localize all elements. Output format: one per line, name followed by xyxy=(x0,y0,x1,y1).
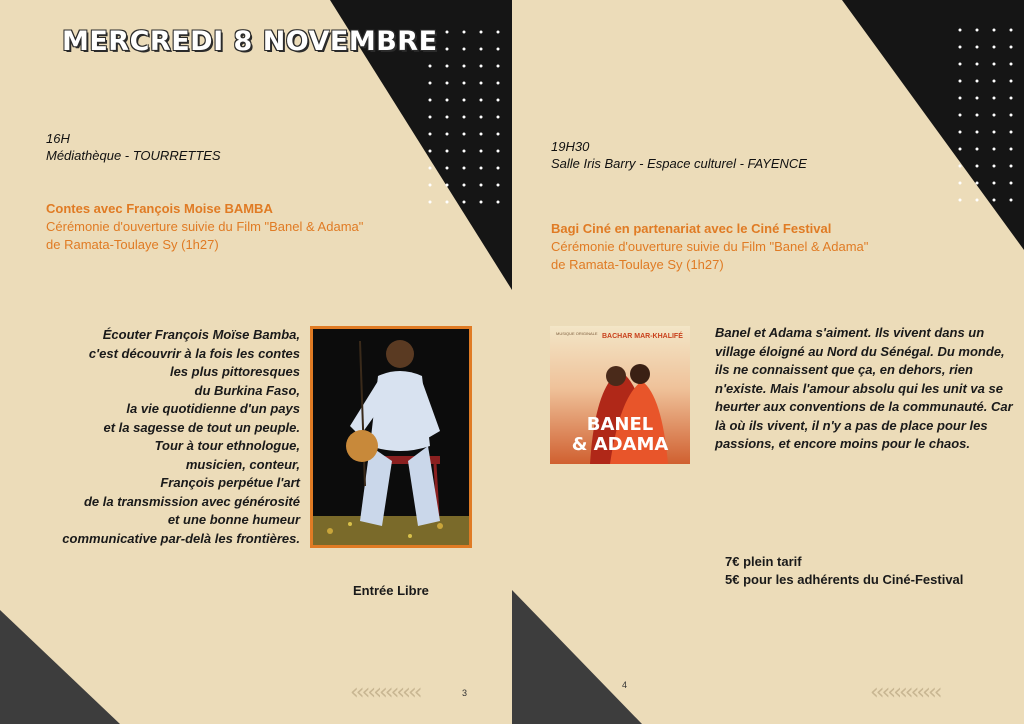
right-page xyxy=(512,0,1024,724)
decor-dot xyxy=(993,182,996,185)
decor-dot xyxy=(446,65,449,68)
decor-dot xyxy=(463,31,466,34)
decor-dot xyxy=(976,114,979,117)
event-headline: Contes avec François Moise BAMBA xyxy=(46,201,273,216)
storyteller-description xyxy=(20,326,300,548)
dark-triangle-top xyxy=(842,0,1024,250)
chevron-arrows-icon: ‹‹‹‹‹‹‹‹‹‹‹‹ xyxy=(350,680,420,705)
decor-dot xyxy=(976,97,979,100)
decor-dot xyxy=(446,116,449,119)
decor-dot xyxy=(463,150,466,153)
decor-dot xyxy=(497,99,500,102)
entry-info: Entrée Libre xyxy=(353,583,429,598)
decor-dot xyxy=(463,167,466,170)
film-synopsis: Banel et Adama s'aiment. Ils vivent dans un village éloigné au Nord du Sénégal. Du monde, ils ne connaissent que ça, en dehors, rien n'existe. Mais l'amour absolu qui les unit va se heurter aux conventions de la communauté. Car là où ils vivent, il n'y a pas de place pour les passions, et encore moins pour le chaos. xyxy=(715,325,1013,451)
decor-dot xyxy=(429,201,432,204)
decor-dot xyxy=(463,82,466,85)
decor-dot xyxy=(959,29,962,32)
description-line: et une bonne humeur xyxy=(167,512,300,527)
date-title: MERCREDI 8 NOVEMBRE xyxy=(62,26,438,57)
description-line: de la transmission avec générosité xyxy=(83,493,300,509)
decor-dot xyxy=(976,80,979,83)
decor-dot xyxy=(993,46,996,49)
decor-dot xyxy=(480,99,483,102)
decor-dot xyxy=(480,116,483,119)
event-headline-block xyxy=(551,220,868,274)
decor-dot xyxy=(446,184,449,187)
price-full: 7€ plein tarif xyxy=(725,554,802,569)
decor-dot xyxy=(463,65,466,68)
decor-dot xyxy=(446,133,449,136)
event-director: de Ramata-Toulaye Sy (1h27) xyxy=(551,257,724,272)
decor-dot xyxy=(959,165,962,168)
description-line: Écouter François Moïse Bamba, xyxy=(102,327,300,342)
decor-dot xyxy=(1010,46,1013,49)
decor-dot xyxy=(480,133,483,136)
decor-dot xyxy=(959,148,962,151)
decor-dot xyxy=(993,131,996,134)
event-time-venue xyxy=(551,138,807,172)
decor-dot xyxy=(497,150,500,153)
decor-dot xyxy=(959,80,962,83)
decor-dot xyxy=(497,65,500,68)
film-poster xyxy=(550,326,690,464)
decor-dot xyxy=(446,201,449,204)
decor-dot xyxy=(976,148,979,151)
decor-dot xyxy=(480,31,483,34)
event-time: 19H30 xyxy=(551,139,590,154)
decor-dot xyxy=(993,114,996,117)
decor-dot xyxy=(429,65,432,68)
decor-dot xyxy=(1010,97,1013,100)
description-line: Tour à tour ethnologue, xyxy=(154,438,300,453)
decor-dot xyxy=(1010,182,1013,185)
page-number: 3 xyxy=(462,688,468,698)
page-number: 4 xyxy=(622,680,628,690)
decor-dot xyxy=(497,116,500,119)
decor-dot xyxy=(497,82,500,85)
decor-dot xyxy=(446,150,449,153)
decor-dot xyxy=(446,82,449,85)
decor-dot xyxy=(1010,63,1013,66)
decor-dot xyxy=(497,184,500,187)
decor-dot xyxy=(976,131,979,134)
grey-triangle-bottom xyxy=(512,590,642,724)
decor-dot xyxy=(446,31,449,34)
decor-dot xyxy=(1010,199,1013,202)
decor-dot xyxy=(993,80,996,83)
decor-dot xyxy=(480,150,483,153)
decor-dot xyxy=(463,201,466,204)
description-line: c'est découvrir à la fois les contes xyxy=(88,345,300,361)
decor-dot xyxy=(463,99,466,102)
decor-dot xyxy=(463,184,466,187)
decor-dot xyxy=(959,114,962,117)
decor-dot xyxy=(480,48,483,51)
decor-dot xyxy=(497,201,500,204)
decor-dot xyxy=(959,131,962,134)
decor-dot xyxy=(976,63,979,66)
decor-dot xyxy=(463,48,466,51)
decor-dot xyxy=(959,97,962,100)
event-venue: Médiathèque - TOURRETTES xyxy=(46,148,221,163)
decor-dot xyxy=(1010,29,1013,32)
poster-title-line2: & ADAMA xyxy=(571,434,669,455)
price-info xyxy=(725,553,963,589)
decor-dot xyxy=(497,48,500,51)
description-line: François perpétue l'art xyxy=(160,475,300,490)
decor-dot xyxy=(446,167,449,170)
decor-dot xyxy=(429,82,432,85)
decor-dot xyxy=(993,63,996,66)
chevron-arrows-icon: ‹‹‹‹‹‹‹‹‹‹‹‹ xyxy=(870,680,940,705)
decor-dot xyxy=(959,46,962,49)
decor-dot xyxy=(497,167,500,170)
decor-dot xyxy=(959,182,962,185)
decor-dot xyxy=(959,199,962,202)
decor-dot xyxy=(429,167,432,170)
decor-dot xyxy=(446,99,449,102)
decor-dot xyxy=(976,199,979,202)
event-time-venue xyxy=(46,130,221,164)
event-subtitle: Cérémonie d'ouverture suivie du Film "Banel & Adama" xyxy=(46,219,364,234)
decor-dot xyxy=(463,116,466,119)
description-line: et la sagesse de tout un peuple. xyxy=(103,419,300,435)
event-headline: Bagi Ciné en partenariat avec le Ciné Festival xyxy=(551,221,832,236)
poster-small-text: MUSIQUE ORIGINALE xyxy=(556,331,598,336)
decor-dot xyxy=(993,29,996,32)
decor-dot xyxy=(480,65,483,68)
decor-dot xyxy=(1010,165,1013,168)
event-headline-block xyxy=(46,200,363,254)
decor-dot xyxy=(429,116,432,119)
decor-dot xyxy=(1010,148,1013,151)
decor-dot xyxy=(1010,131,1013,134)
decor-dot xyxy=(429,99,432,102)
decor-dot xyxy=(1010,80,1013,83)
decor-dot xyxy=(480,167,483,170)
description-line: musicien, conteur, xyxy=(185,456,300,472)
event-subtitle: Cérémonie d'ouverture suivie du Film "Banel & Adama" xyxy=(551,239,869,254)
poster-title-line1: BANEL xyxy=(586,414,654,435)
decor-dot xyxy=(993,199,996,202)
event-director: de Ramata-Toulaye Sy (1h27) xyxy=(46,237,219,252)
decor-dot xyxy=(497,133,500,136)
description-line: communicative par-delà les frontières. xyxy=(62,530,300,546)
grey-triangle-bottom xyxy=(0,610,120,724)
event-venue: Salle Iris Barry - Espace culturel - FAYENCE xyxy=(551,156,807,171)
decor-dot xyxy=(1010,114,1013,117)
decor-dot xyxy=(429,184,432,187)
decor-dot xyxy=(497,31,500,34)
decor-dot xyxy=(993,148,996,151)
description-line: la vie quotidienne d'un pays xyxy=(126,401,300,416)
price-member: 5€ pour les adhérents du Ciné-Festival xyxy=(725,572,964,587)
poster-composer: BACHAR MAR-KHALIFÉ xyxy=(602,333,683,340)
decor-dot xyxy=(959,63,962,66)
decor-dot xyxy=(463,133,466,136)
event-time: 16H xyxy=(46,131,70,146)
decor-dot xyxy=(429,133,432,136)
decor-dot xyxy=(446,48,449,51)
decor-dot xyxy=(976,165,979,168)
decor-dot xyxy=(480,82,483,85)
decor-dot xyxy=(480,184,483,187)
decor-dot xyxy=(976,29,979,32)
decor-dot xyxy=(976,46,979,49)
decor-dot xyxy=(993,97,996,100)
decor-dot xyxy=(976,182,979,185)
decor-dot xyxy=(429,150,432,153)
description-line: les plus pittoresques xyxy=(169,364,300,379)
musician-photo xyxy=(310,326,472,548)
decor-dot xyxy=(480,201,483,204)
description-line: du Burkina Faso, xyxy=(194,382,300,398)
decor-dot xyxy=(993,165,996,168)
